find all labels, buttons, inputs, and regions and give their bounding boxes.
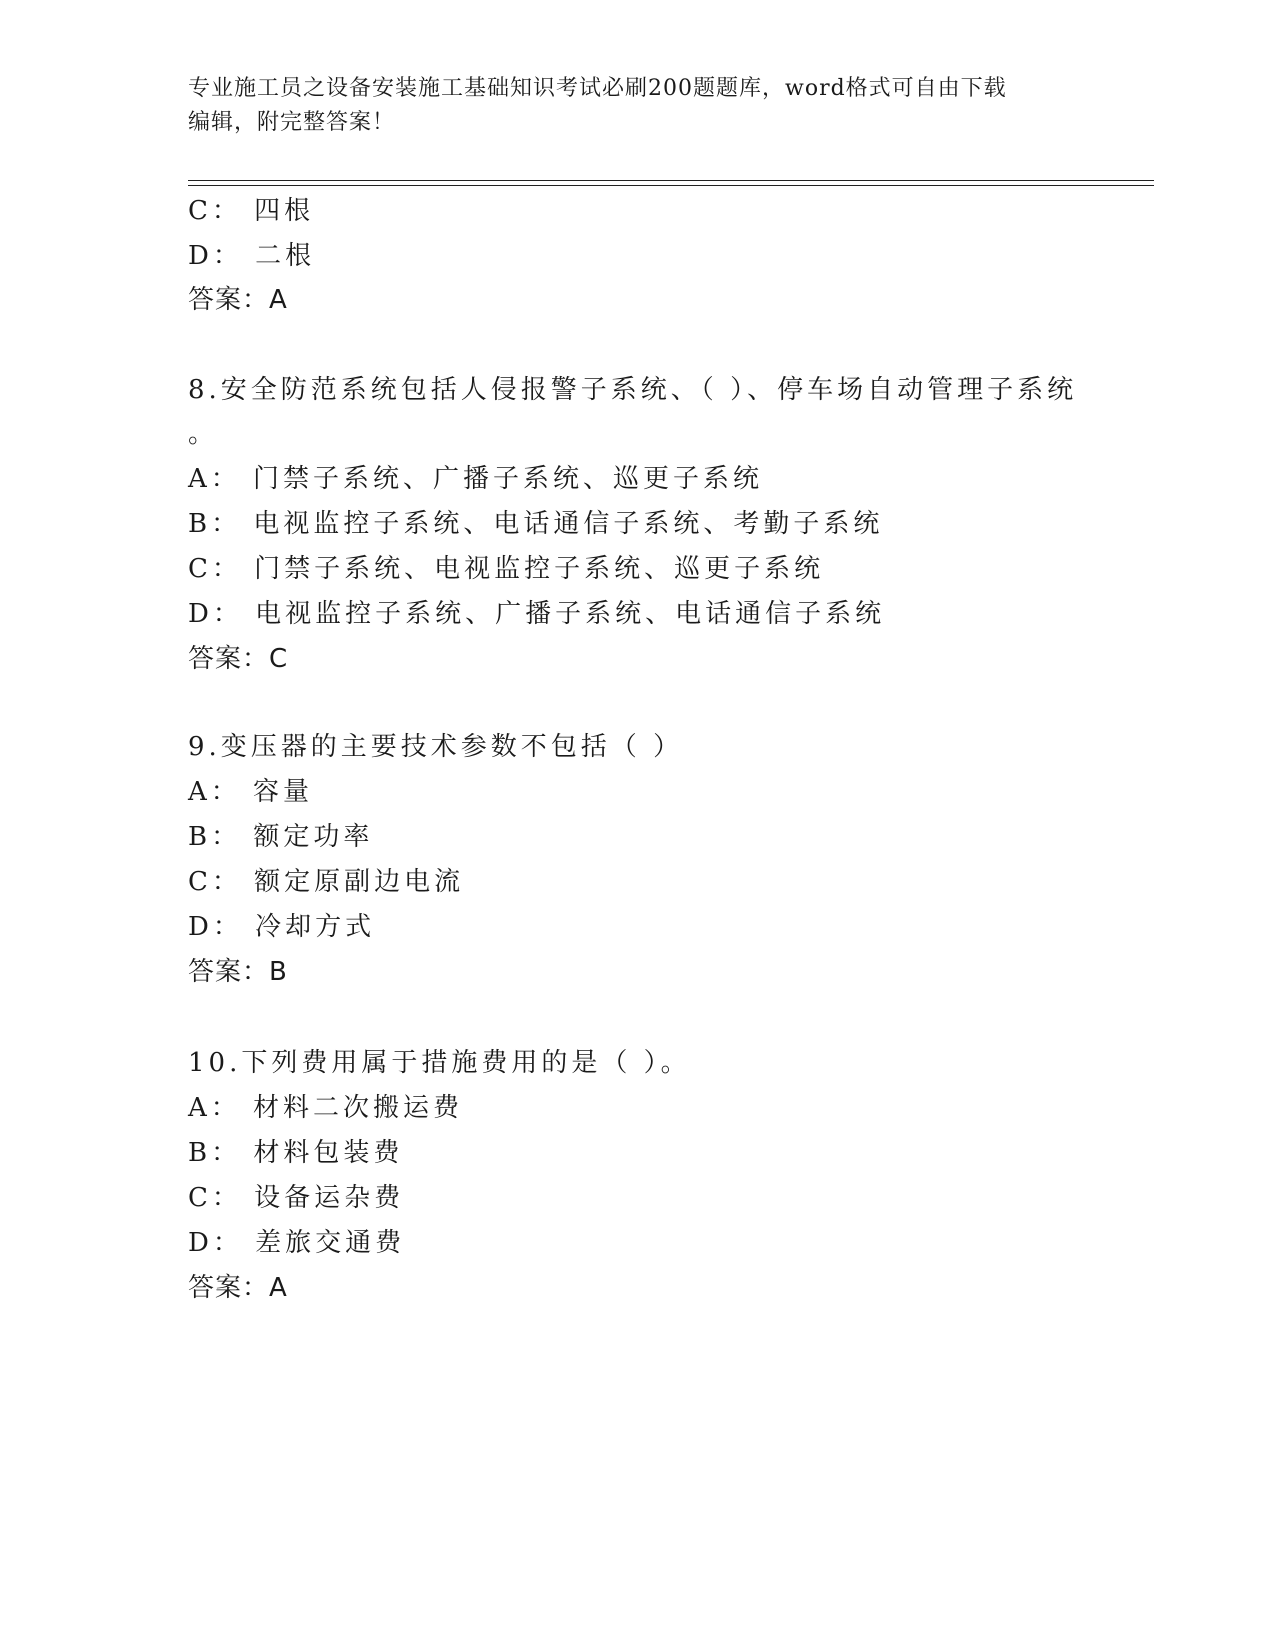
question-8-option-c: C： 门禁子系统、电视监控子系统、巡更子系统 bbox=[188, 554, 825, 584]
question-9-option-b: B： 额定功率 bbox=[188, 822, 374, 852]
question-10-option-b: B： 材料包装费 bbox=[188, 1138, 404, 1168]
question-9-stem: 9.变压器的主要技术参数不包括（ ） bbox=[188, 732, 684, 762]
question-8-stem: 8.安全防范系统包括人侵报警子系统、（ ）、停车场自动管理子系统 bbox=[188, 375, 1078, 405]
question-8-option-d: D： 电视监控子系统、广播子系统、电话通信子系统 bbox=[188, 599, 886, 629]
document-header bbox=[188, 72, 1068, 140]
option-d: D： 二根 bbox=[188, 241, 316, 271]
header-line-2: 编辑，附完整答案！ bbox=[188, 110, 396, 135]
question-10-option-d: D： 差旅交通费 bbox=[188, 1228, 406, 1258]
question-10-answer: 答案：A bbox=[188, 1273, 288, 1303]
header-divider-bottom bbox=[188, 185, 1154, 186]
question-9-answer: 答案：B bbox=[188, 957, 288, 987]
question-8-option-a: A： 门禁子系统、广播子系统、巡更子系统 bbox=[188, 464, 764, 494]
question-10-stem: 10.下列费用属于措施费用的是（ ）。 bbox=[188, 1048, 691, 1078]
question-10-option-c: C： 设备运杂费 bbox=[188, 1183, 405, 1213]
question-8-stem-continued: 。 bbox=[188, 419, 219, 449]
question-10-option-a: A： 材料二次搬运费 bbox=[188, 1093, 464, 1123]
option-c: C： 四根 bbox=[188, 196, 315, 226]
question-9-option-d: D： 冷却方式 bbox=[188, 912, 376, 942]
question-9-option-c: C： 额定原副边电流 bbox=[188, 867, 465, 897]
question-9-option-a: A： 容量 bbox=[188, 777, 314, 807]
header-line-1: 专业施工员之设备安装施工基础知识考试必刷200题题库，word格式可自由下载 bbox=[188, 76, 1007, 101]
question-8-answer: 答案：C bbox=[188, 644, 289, 674]
header-divider-top bbox=[188, 180, 1154, 181]
answer-label: 答案：A bbox=[188, 285, 288, 315]
question-8-option-b: B： 电视监控子系统、电话通信子系统、考勤子系统 bbox=[188, 509, 884, 539]
